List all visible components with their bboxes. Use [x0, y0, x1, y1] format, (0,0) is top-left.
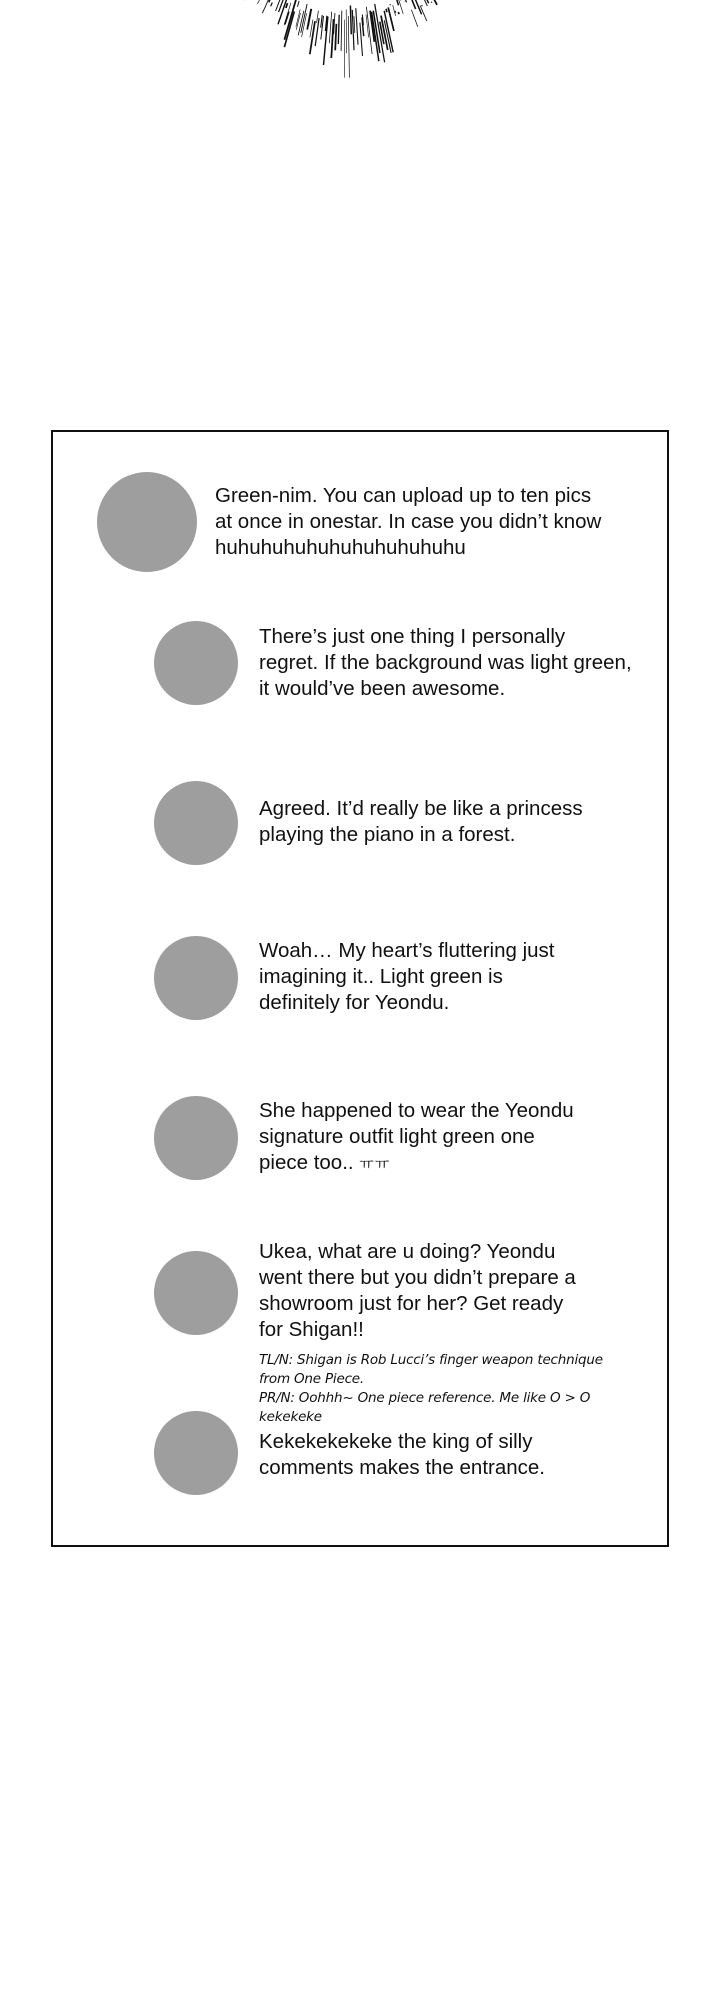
speed-line [388, 7, 394, 31]
comment-line: There’s just one thing I personally [259, 625, 566, 648]
note-line: PR/N: Oohhh~ One piece reference. Me like O > O [259, 1390, 591, 1406]
speed-line [398, 12, 399, 14]
avatar [154, 1251, 238, 1335]
speed-line [269, 0, 272, 2]
comment-line: imagining it.. Light green is [259, 965, 503, 988]
speed-line [356, 8, 358, 44]
avatar [154, 621, 238, 705]
comment-line: regret. If the background was light green, [259, 651, 632, 674]
note-line: TL/N: Shigan is Rob Lucci’s finger weapon technique [259, 1352, 603, 1368]
speed-line [335, 24, 336, 51]
avatar [154, 781, 238, 865]
avatar [97, 472, 197, 572]
note-line: kekekeke [259, 1409, 322, 1425]
speed-line [284, 12, 294, 48]
speed-line [393, 5, 396, 16]
speed-line [352, 10, 354, 50]
comment-line: Woah… My heart’s fluttering just [259, 939, 555, 962]
speed-line [298, 1, 300, 7]
comment-4-text [259, 938, 554, 1016]
comment-line: Agreed. It’d really be like a princess [259, 797, 583, 820]
speed-line [395, 11, 396, 13]
comment-7-text [259, 1429, 545, 1481]
speed-line [413, 0, 428, 6]
crying-emoticon: ㅠㅠ [359, 1156, 391, 1173]
note-line: from One Piece. [259, 1371, 365, 1387]
comment-line: signature outfit light green one [259, 1125, 535, 1148]
comment-line: huhuhuhuhuhuhuhuhuhuhu [215, 536, 466, 559]
speed-line [386, 9, 387, 12]
comment-1-text [215, 483, 601, 561]
comment-panel [51, 430, 669, 1547]
speed-line [329, 12, 331, 44]
avatar [154, 936, 238, 1020]
speed-line [271, 3, 273, 7]
comment-line: Green-nim. You can upload up to ten pics [215, 484, 592, 507]
speed-line [384, 11, 393, 53]
comment-line-text: piece too.. [259, 1151, 354, 1174]
speed-line [296, 9, 300, 27]
comment-line: at once in onestar. In case you didn’t know [215, 510, 602, 533]
speed-line [434, 0, 437, 5]
speed-line [338, 15, 339, 44]
speed-line [360, 23, 363, 56]
speed-line [410, 0, 416, 9]
comment-line: it would’ve been awesome. [259, 677, 506, 700]
avatar [154, 1096, 238, 1180]
comment-2-text [259, 624, 632, 702]
speed-line [400, 0, 401, 1]
speed-line [411, 10, 417, 27]
comment-line: She happened to wear the Yeondu [259, 1099, 574, 1122]
speed-line [310, 21, 315, 54]
speed-line [398, 0, 403, 14]
speed-line [285, 12, 289, 25]
speed-line [286, 3, 288, 8]
speed-line [350, 6, 351, 35]
comment-6-text [259, 1239, 576, 1343]
comment-line: playing the piano in a forest. [259, 823, 516, 846]
comment-3-text [259, 796, 583, 848]
comment-line: Kekekekekeke the king of silly [259, 1430, 533, 1453]
speed-line [341, 11, 342, 51]
comment-line: went there but you didn’t prepare a [259, 1266, 576, 1289]
speed-line [307, 9, 311, 30]
comment-line [259, 1150, 574, 1178]
comment-line: Ukea, what are u doing? Yeondu [259, 1240, 556, 1263]
speed-line [348, 16, 349, 78]
speed-line [331, 19, 333, 58]
speed-line [315, 18, 319, 46]
speed-line [366, 14, 369, 37]
comment-line: showroom just for her? Get ready [259, 1292, 564, 1315]
translator-notes [259, 1351, 603, 1427]
speed-line [354, 16, 355, 33]
speed-lines-burst [0, 0, 720, 90]
comment-line: for Shigan!! [259, 1318, 364, 1341]
comment-5-text [259, 1098, 574, 1178]
comment-line: definitely for Yeondu. [259, 991, 450, 1014]
speed-line [396, 0, 399, 5]
speed-line [257, 0, 262, 4]
avatar [154, 1411, 238, 1495]
comment-line: comments makes the entrance. [259, 1456, 545, 1479]
speed-line [422, 5, 423, 6]
